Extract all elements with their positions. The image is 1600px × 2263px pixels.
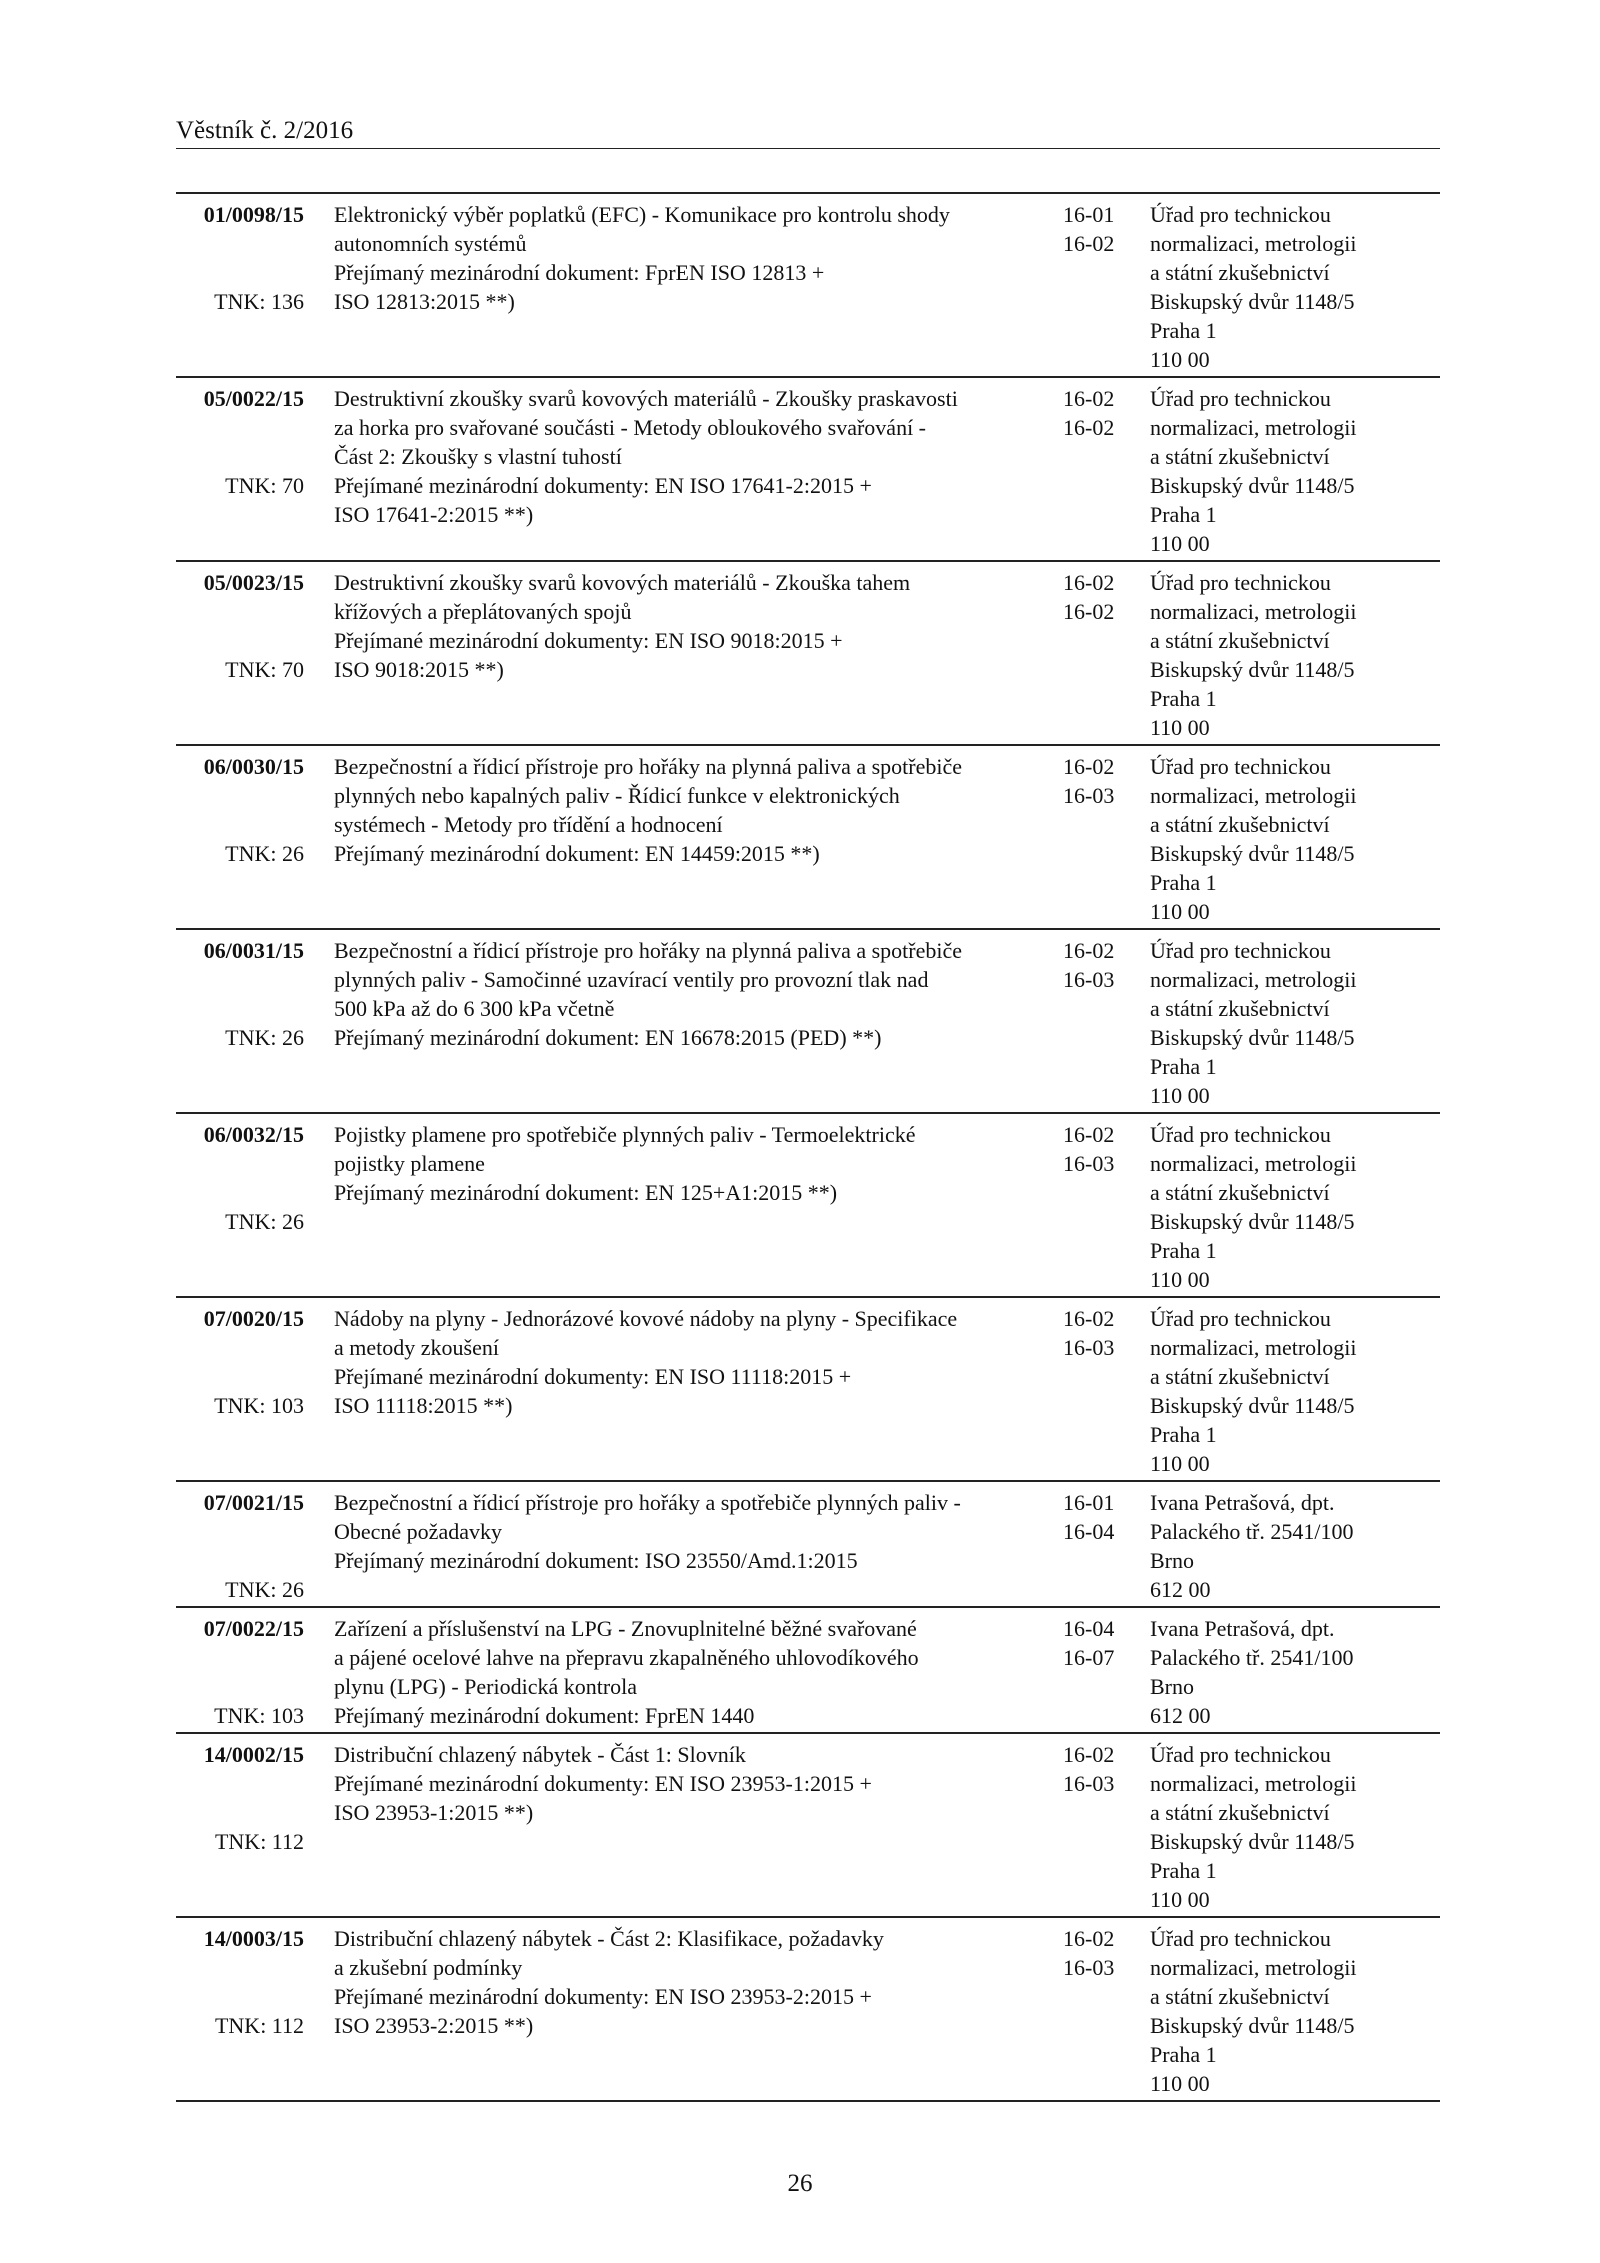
address-line: Praha 1 xyxy=(1150,686,1217,711)
schedule-numbers xyxy=(1063,752,1114,810)
schedule-number: 16-02 xyxy=(1063,938,1115,963)
standard-code: 05/0023/15 xyxy=(203,570,304,595)
description-line: plynných nebo kapalných paliv - Řídicí funkce v elektronických xyxy=(334,783,900,808)
standard-code: 06/0030/15 xyxy=(203,754,304,779)
address-line: Praha 1 xyxy=(1150,502,1217,527)
schedule-number: 16-01 xyxy=(1063,202,1115,227)
contact-address xyxy=(1150,1740,1357,1914)
address-line: 110 00 xyxy=(1150,715,1210,740)
address-line: Úřad pro technickou xyxy=(1150,754,1331,779)
tnk-label: TNK: 112 xyxy=(214,1829,304,1854)
schedule-number: 16-02 xyxy=(1063,1122,1115,1147)
address-line: Praha 1 xyxy=(1150,1054,1217,1079)
table-row xyxy=(176,1608,1440,1734)
standard-description xyxy=(334,1614,1034,1730)
standard-code: 06/0031/15 xyxy=(203,938,304,963)
table-row xyxy=(176,1918,1440,2102)
tnk-label: TNK: 26 xyxy=(225,1209,304,1234)
schedule-numbers xyxy=(1063,568,1114,626)
tnk-label: TNK: 136 xyxy=(214,289,304,314)
description-line: za horka pro svařované součásti - Metody obloukového svařování - xyxy=(334,415,927,440)
schedule-number: 16-02 xyxy=(1063,1742,1115,1767)
schedule-number: 16-04 xyxy=(1063,1519,1115,1544)
description-line: Zařízení a příslušenství na LPG - Znovuplnitelné běžné svařované xyxy=(334,1616,917,1641)
tnk-label: TNK: 103 xyxy=(214,1393,304,1418)
address-line: a státní zkušebnictví xyxy=(1150,628,1330,653)
address-line: a státní zkušebnictví xyxy=(1150,812,1330,837)
address-line: Ivana Petrašová, dpt. xyxy=(1150,1616,1335,1641)
table-row xyxy=(176,562,1440,746)
address-line: 110 00 xyxy=(1150,2071,1210,2096)
address-line: 612 00 xyxy=(1150,1577,1211,1602)
description-line: plynných paliv - Samočinné uzavírací ventily pro provozní tlak nad xyxy=(334,967,929,992)
contact-address xyxy=(1150,1120,1357,1294)
page-number: 26 xyxy=(787,2170,813,2197)
address-line: 110 00 xyxy=(1150,1451,1210,1476)
standard-code: 01/0098/15 xyxy=(203,202,304,227)
address-line: 110 00 xyxy=(1150,1887,1210,1912)
contact-address xyxy=(1150,936,1357,1110)
address-line: Úřad pro technickou xyxy=(1150,1306,1331,1331)
address-line: 110 00 xyxy=(1150,531,1210,556)
description-line: Pojistky plamene pro spotřebiče plynných paliv - Termoelektrické xyxy=(334,1122,916,1147)
contact-address xyxy=(1150,1488,1353,1604)
description-line: Přejímaný mezinárodní dokument: EN 14459:2015 **) xyxy=(334,841,820,866)
schedule-numbers xyxy=(1063,1304,1114,1362)
description-line: ISO 11118:2015 **) xyxy=(334,1393,513,1418)
table-row xyxy=(176,1734,1440,1918)
description-line: křížových a přeplátovaných spojů xyxy=(334,599,632,624)
contact-address xyxy=(1150,384,1357,558)
schedule-number: 16-02 xyxy=(1063,599,1115,624)
address-line: Úřad pro technickou xyxy=(1150,1926,1331,1951)
address-line: normalizaci, metrologii xyxy=(1150,783,1357,808)
address-line: Úřad pro technickou xyxy=(1150,386,1331,411)
description-line: a zkušební podmínky xyxy=(334,1955,523,1980)
description-line: pojistky plamene xyxy=(334,1151,485,1176)
address-line: Praha 1 xyxy=(1150,318,1217,343)
address-line: normalizaci, metrologii xyxy=(1150,1771,1357,1796)
description-line: Distribuční chlazený nábytek - Část 2: Klasifikace, požadavky xyxy=(334,1926,884,1951)
bulletin-title: Věstník č. 2/2016 xyxy=(176,117,354,144)
schedule-number: 16-07 xyxy=(1063,1645,1115,1670)
schedule-number: 16-03 xyxy=(1063,1335,1115,1360)
table-row xyxy=(176,194,1440,378)
description-line: Obecné požadavky xyxy=(334,1519,502,1544)
description-line: Část 2: Zkoušky s vlastní tuhostí xyxy=(334,444,622,469)
tnk-label: TNK: 112 xyxy=(214,2013,304,2038)
standard-code: 14/0002/15 xyxy=(203,1742,304,1767)
address-line: Úřad pro technickou xyxy=(1150,1122,1331,1147)
description-line: ISO 9018:2015 **) xyxy=(334,657,504,682)
description-line: systémech - Metody pro třídění a hodnocení xyxy=(334,812,723,837)
schedule-numbers xyxy=(1063,1120,1114,1178)
description-line: Destruktivní zkoušky svarů kovových materiálů - Zkoušky praskavosti xyxy=(334,386,958,411)
address-line: normalizaci, metrologii xyxy=(1150,415,1357,440)
description-line: ISO 23953-2:2015 **) xyxy=(334,2013,534,2038)
schedule-numbers xyxy=(1063,1740,1114,1798)
table-row xyxy=(176,746,1440,930)
address-line: normalizaci, metrologii xyxy=(1150,231,1357,256)
schedule-number: 16-02 xyxy=(1063,754,1115,779)
address-line: 110 00 xyxy=(1150,347,1210,372)
address-line: Úřad pro technickou xyxy=(1150,570,1331,595)
address-line: 110 00 xyxy=(1150,1083,1210,1108)
standard-description xyxy=(334,1120,1034,1207)
address-line: a státní zkušebnictví xyxy=(1150,1180,1330,1205)
standard-description xyxy=(334,568,1034,684)
schedule-number: 16-02 xyxy=(1063,570,1115,595)
address-line: Biskupský dvůr 1148/5 xyxy=(1150,841,1355,866)
tnk-label: TNK: 103 xyxy=(214,1703,304,1728)
description-line: Elektronický výběr poplatků (EFC) - Komunikace pro kontrolu shody xyxy=(334,202,950,227)
description-line: Přejímané mezinárodní dokumenty: EN ISO 11118:2015 + xyxy=(334,1364,852,1389)
standard-code: 07/0021/15 xyxy=(203,1490,304,1515)
description-line: Přejímané mezinárodní dokumenty: EN ISO 9018:2015 + xyxy=(334,628,843,653)
address-line: Biskupský dvůr 1148/5 xyxy=(1150,1829,1355,1854)
schedule-number: 16-03 xyxy=(1063,783,1115,808)
table-row xyxy=(176,930,1440,1114)
address-line: normalizaci, metrologii xyxy=(1150,967,1357,992)
address-line: Brno xyxy=(1150,1674,1194,1699)
address-line: Praha 1 xyxy=(1150,2042,1217,2067)
description-line: Přejímaný mezinárodní dokument: ISO 23550/Amd.1:2015 xyxy=(334,1548,858,1573)
description-line: Přejímané mezinárodní dokumenty: EN ISO 23953-1:2015 + xyxy=(334,1771,872,1796)
description-line: Přejímaný mezinárodní dokument: FprEN ISO 12813 + xyxy=(334,260,825,285)
contact-address xyxy=(1150,752,1357,926)
tnk-label: TNK: 26 xyxy=(225,1025,304,1050)
description-line: plynu (LPG) - Periodická kontrola xyxy=(334,1674,638,1699)
address-line: Úřad pro technickou xyxy=(1150,938,1331,963)
description-line: Bezpečnostní a řídicí přístroje pro hořáky na plynná paliva a spotřebiče xyxy=(334,938,963,963)
description-line: ISO 23953-1:2015 **) xyxy=(334,1800,534,1825)
address-line: Praha 1 xyxy=(1150,1858,1217,1883)
standard-code: 14/0003/15 xyxy=(203,1926,304,1951)
schedule-numbers xyxy=(1063,936,1114,994)
description-line: Distribuční chlazený nábytek - Část 1: Slovník xyxy=(334,1742,746,1767)
address-line: a státní zkušebnictví xyxy=(1150,1800,1330,1825)
contact-address xyxy=(1150,568,1357,742)
schedule-number: 16-02 xyxy=(1063,1306,1115,1331)
description-line: ISO 17641-2:2015 **) xyxy=(334,502,534,527)
schedule-numbers xyxy=(1063,200,1114,258)
standard-description xyxy=(334,384,1034,529)
description-line: Destruktivní zkoušky svarů kovových materiálů - Zkouška tahem xyxy=(334,570,911,595)
address-line: Biskupský dvůr 1148/5 xyxy=(1150,473,1355,498)
description-line: Přejímaný mezinárodní dokument: EN 16678:2015 (PED) **) xyxy=(334,1025,882,1050)
address-line: Ivana Petrašová, dpt. xyxy=(1150,1490,1335,1515)
schedule-numbers xyxy=(1063,1924,1114,1982)
address-line: normalizaci, metrologii xyxy=(1150,1955,1357,1980)
address-line: a státní zkušebnictví xyxy=(1150,1984,1330,2009)
description-line: Přejímané mezinárodní dokumenty: EN ISO 17641-2:2015 + xyxy=(334,473,872,498)
schedule-number: 16-02 xyxy=(1063,415,1115,440)
standard-code: 07/0022/15 xyxy=(203,1616,304,1641)
address-line: a státní zkušebnictví xyxy=(1150,260,1330,285)
address-line: Palackého tř. 2541/100 xyxy=(1150,1645,1354,1670)
address-line: Biskupský dvůr 1148/5 xyxy=(1150,1209,1355,1234)
schedule-numbers xyxy=(1063,1614,1114,1672)
standard-description xyxy=(334,752,1034,868)
table-row xyxy=(176,378,1440,562)
address-line: Biskupský dvůr 1148/5 xyxy=(1150,1025,1355,1050)
description-line: Bezpečnostní a řídicí přístroje pro hořáky a spotřebiče plynných paliv - xyxy=(334,1490,961,1515)
description-line: autonomních systémů xyxy=(334,231,527,256)
address-line: Úřad pro technickou xyxy=(1150,1742,1331,1767)
standard-description xyxy=(334,936,1034,1052)
schedule-number: 16-02 xyxy=(1063,231,1115,256)
tnk-label: TNK: 70 xyxy=(225,473,304,498)
address-line: Biskupský dvůr 1148/5 xyxy=(1150,289,1355,314)
address-line: Brno xyxy=(1150,1548,1194,1573)
description-line: a metody zkoušení xyxy=(334,1335,499,1360)
description-line: a pájené ocelové lahve na přepravu zkapalněného uhlovodíkového xyxy=(334,1645,919,1670)
address-line: Biskupský dvůr 1148/5 xyxy=(1150,1393,1355,1418)
address-line: Úřad pro technickou xyxy=(1150,202,1331,227)
schedule-numbers xyxy=(1063,384,1114,442)
description-line: Přejímané mezinárodní dokumenty: EN ISO 23953-2:2015 + xyxy=(334,1984,872,2009)
standard-description xyxy=(334,1488,1034,1575)
address-line: Praha 1 xyxy=(1150,870,1217,895)
address-line: 612 00 xyxy=(1150,1703,1211,1728)
table-row xyxy=(176,1298,1440,1482)
address-line: Biskupský dvůr 1148/5 xyxy=(1150,657,1355,682)
contact-address xyxy=(1150,200,1357,374)
description-line: ISO 12813:2015 **) xyxy=(334,289,515,314)
schedule-number: 16-03 xyxy=(1063,967,1115,992)
address-line: a státní zkušebnictví xyxy=(1150,444,1330,469)
address-line: 110 00 xyxy=(1150,1267,1210,1292)
schedule-number: 16-03 xyxy=(1063,1955,1115,1980)
description-line: Přejímaný mezinárodní dokument: FprEN 1440 xyxy=(334,1703,755,1728)
standard-description xyxy=(334,200,1034,316)
table-row xyxy=(176,1114,1440,1298)
standard-description xyxy=(334,1740,1034,1827)
page-header xyxy=(176,112,1440,149)
contact-address xyxy=(1150,1614,1353,1730)
standard-code: 05/0022/15 xyxy=(203,386,304,411)
address-line: Palackého tř. 2541/100 xyxy=(1150,1519,1354,1544)
tnk-label: TNK: 26 xyxy=(225,1577,304,1602)
standard-description xyxy=(334,1304,1034,1420)
schedule-number: 16-04 xyxy=(1063,1616,1115,1641)
address-line: a státní zkušebnictví xyxy=(1150,996,1330,1021)
schedule-number: 16-03 xyxy=(1063,1771,1115,1796)
address-line: normalizaci, metrologii xyxy=(1150,1335,1357,1360)
address-line: Praha 1 xyxy=(1150,1238,1217,1263)
address-line: Biskupský dvůr 1148/5 xyxy=(1150,2013,1355,2038)
contact-address xyxy=(1150,1304,1357,1478)
address-line: normalizaci, metrologii xyxy=(1150,599,1357,624)
address-line: normalizaci, metrologii xyxy=(1150,1151,1357,1176)
schedule-number: 16-01 xyxy=(1063,1490,1115,1515)
schedule-number: 16-02 xyxy=(1063,386,1115,411)
description-line: Bezpečnostní a řídicí přístroje pro hořáky na plynná paliva a spotřebiče xyxy=(334,754,963,779)
table-row xyxy=(176,1482,1440,1608)
address-line: 110 00 xyxy=(1150,899,1210,924)
tnk-label: TNK: 26 xyxy=(225,841,304,866)
standard-code: 07/0020/15 xyxy=(203,1306,304,1331)
description-line: Nádoby na plyny - Jednorázové kovové nádoby na plyny - Specifikace xyxy=(334,1306,958,1331)
description-line: Přejímaný mezinárodní dokument: EN 125+A1:2015 **) xyxy=(334,1180,838,1205)
standard-description xyxy=(334,1924,1034,2040)
standard-code: 06/0032/15 xyxy=(203,1122,304,1147)
description-line: 500 kPa až do 6 300 kPa včetně xyxy=(334,996,615,1021)
standards-table xyxy=(176,192,1440,2102)
schedule-numbers xyxy=(1063,1488,1114,1546)
schedule-number: 16-02 xyxy=(1063,1926,1115,1951)
address-line: Praha 1 xyxy=(1150,1422,1217,1447)
address-line: a státní zkušebnictví xyxy=(1150,1364,1330,1389)
contact-address xyxy=(1150,1924,1357,2098)
tnk-label: TNK: 70 xyxy=(225,657,304,682)
schedule-number: 16-03 xyxy=(1063,1151,1115,1176)
